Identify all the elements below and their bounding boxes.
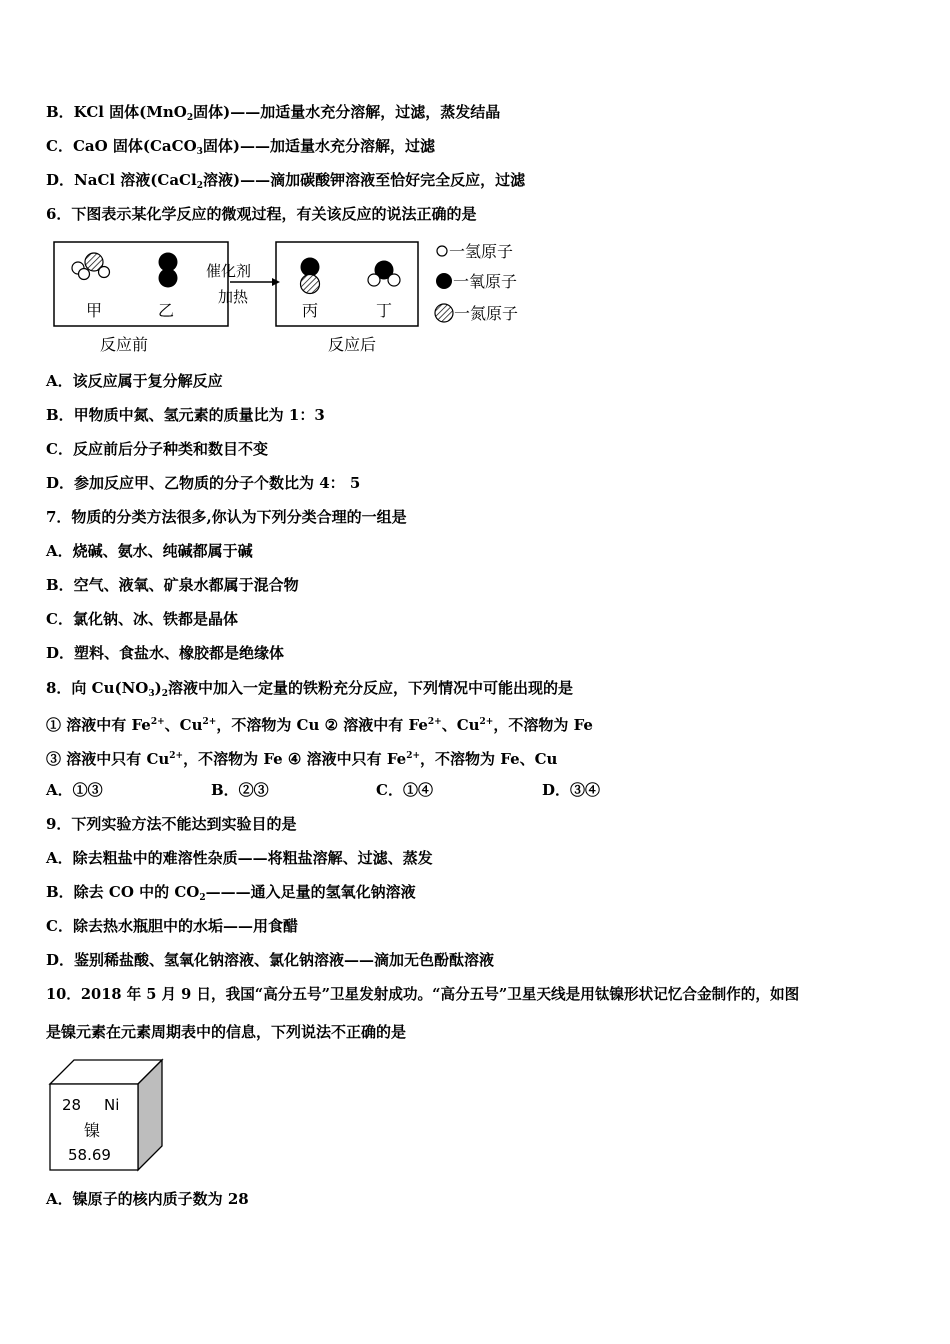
q8-option-a: A．①③ [46, 781, 103, 799]
element-name: 镍 [84, 1121, 101, 1140]
q9-option-d: D．鉴别稀盐酸、氢氧化钠溶液、氯化钠溶液——滴加无色酚酞溶液 [46, 951, 495, 969]
q10-stem-line2: 是镍元素在元素周期表中的信息，下列说法不正确的是 [46, 1023, 407, 1041]
legend-h: 一氢原子 [449, 242, 514, 261]
legend-o-icon [436, 273, 452, 289]
q8-statements-1: ① 溶液中有 $Fe^{2+}$、$Cu^{2+}$，不溶物为 Cu ② 溶液中有 $Fe^{2+}$、$Cu^{2+}$，不溶物为 Fe [46, 716, 593, 734]
q6-option-b: B．甲物质中氮、氢元素的质量比为 1：3 [46, 406, 325, 424]
jia-molecule [72, 253, 110, 280]
label-ding: 丁 [376, 301, 393, 320]
q8-option-c: C．①④ [376, 781, 433, 799]
label-bing: 丙 [302, 301, 319, 320]
q7-option-d: D．塑料、食盐水、橡胶都是绝缘体 [46, 644, 285, 662]
q5-option-d: D．NaCl 溶液(CaCl$_2$溶液)——滴加碳酸钾溶液至恰好完全反应，过滤 [46, 171, 526, 191]
q7-option-c: C．氯化钠、冰、铁都是晶体 [46, 610, 238, 628]
caption-after: 反应后 [328, 335, 377, 354]
element-cell-nickel [46, 1056, 166, 1174]
arrow-top-label: 催化剂 [206, 262, 252, 280]
q6-stem: 6．下图表示某化学反应的微观过程，有关该反应的说法正确的是 [46, 205, 477, 223]
caption-before: 反应前 [100, 335, 149, 354]
q7-stem: 7．物质的分类方法很多,你认为下列分类合理的一组是 [46, 508, 407, 526]
yi-molecule [159, 253, 178, 288]
q6-option-c: C．反应前后分子种类和数目不变 [46, 440, 268, 458]
q9-option-b: B．除去 CO 中的 $CO_2———$通入足量的氢氧化钠溶液 [46, 883, 416, 903]
legend-h-icon [437, 246, 447, 256]
q8-option-d: D．③④ [542, 781, 601, 799]
label-jia: 甲 [86, 301, 103, 320]
q10-stem-line1: 10．2018 年 5 月 9 日，我国“高分五号”卫星发射成功。“高分五号”卫星天线是用钛镍形状记忆合金制作的，如图 [46, 986, 800, 1003]
q8-options [46, 780, 646, 800]
atomic-mass: 58.69 [68, 1146, 111, 1164]
q6-option-d: D．参加反应甲、乙物质的分子个数比为 4： 5 [46, 474, 361, 492]
bing-molecule [301, 258, 320, 294]
legend-o: 一氧原子 [453, 272, 518, 291]
q8-statements-2: ③ 溶液中只有 $Cu^{2+}$，不溶物为 Fe ④ 溶液中只有 $Fe^{2+}$，不溶物为 Fe、Cu [46, 750, 558, 768]
ding-molecule [368, 261, 400, 287]
q8-stem: 8．向 $Cu(NO_3)_2$溶液中加入一定量的铁粉充分反应，下列情况中可能出现的是 [46, 679, 574, 699]
q5-option-b: B．KCl 固体(MnO$_2$固体)——加适量水充分溶解，过滤，蒸发结晶 [46, 103, 501, 123]
q7-option-a: A．烧碱、氨水、纯碱都属于碱 [46, 542, 253, 560]
legend-n-icon [435, 304, 453, 322]
element-symbol: Ni [104, 1096, 120, 1114]
q9-stem: 9．下列实验方法不能达到实验目的是 [46, 815, 297, 833]
atomic-number: 28 [62, 1096, 82, 1114]
q10-option-a: A．镍原子的核内质子数为 28 [46, 1190, 249, 1208]
reaction-diagram [46, 236, 546, 360]
arrow-bottom-label: 加热 [218, 288, 249, 306]
before-box [54, 242, 228, 326]
q7-option-b: B．空气、液氧、矿泉水都属于混合物 [46, 576, 299, 594]
q9-option-a: A．除去粗盐中的难溶性杂质——将粗盐溶解、过滤、蒸发 [46, 849, 433, 867]
legend-n: 一氮原子 [454, 304, 519, 323]
q6-option-a: A．该反应属于复分解反应 [46, 372, 223, 390]
q5-option-c: C．CaO 固体(CaCO$_3$固体)——加适量水充分溶解，过滤 [46, 137, 436, 157]
q8-option-b: B．②③ [211, 781, 269, 799]
q9-option-c: C．除去热水瓶胆中的水垢——用食醋 [46, 917, 298, 935]
label-yi: 乙 [158, 301, 175, 320]
